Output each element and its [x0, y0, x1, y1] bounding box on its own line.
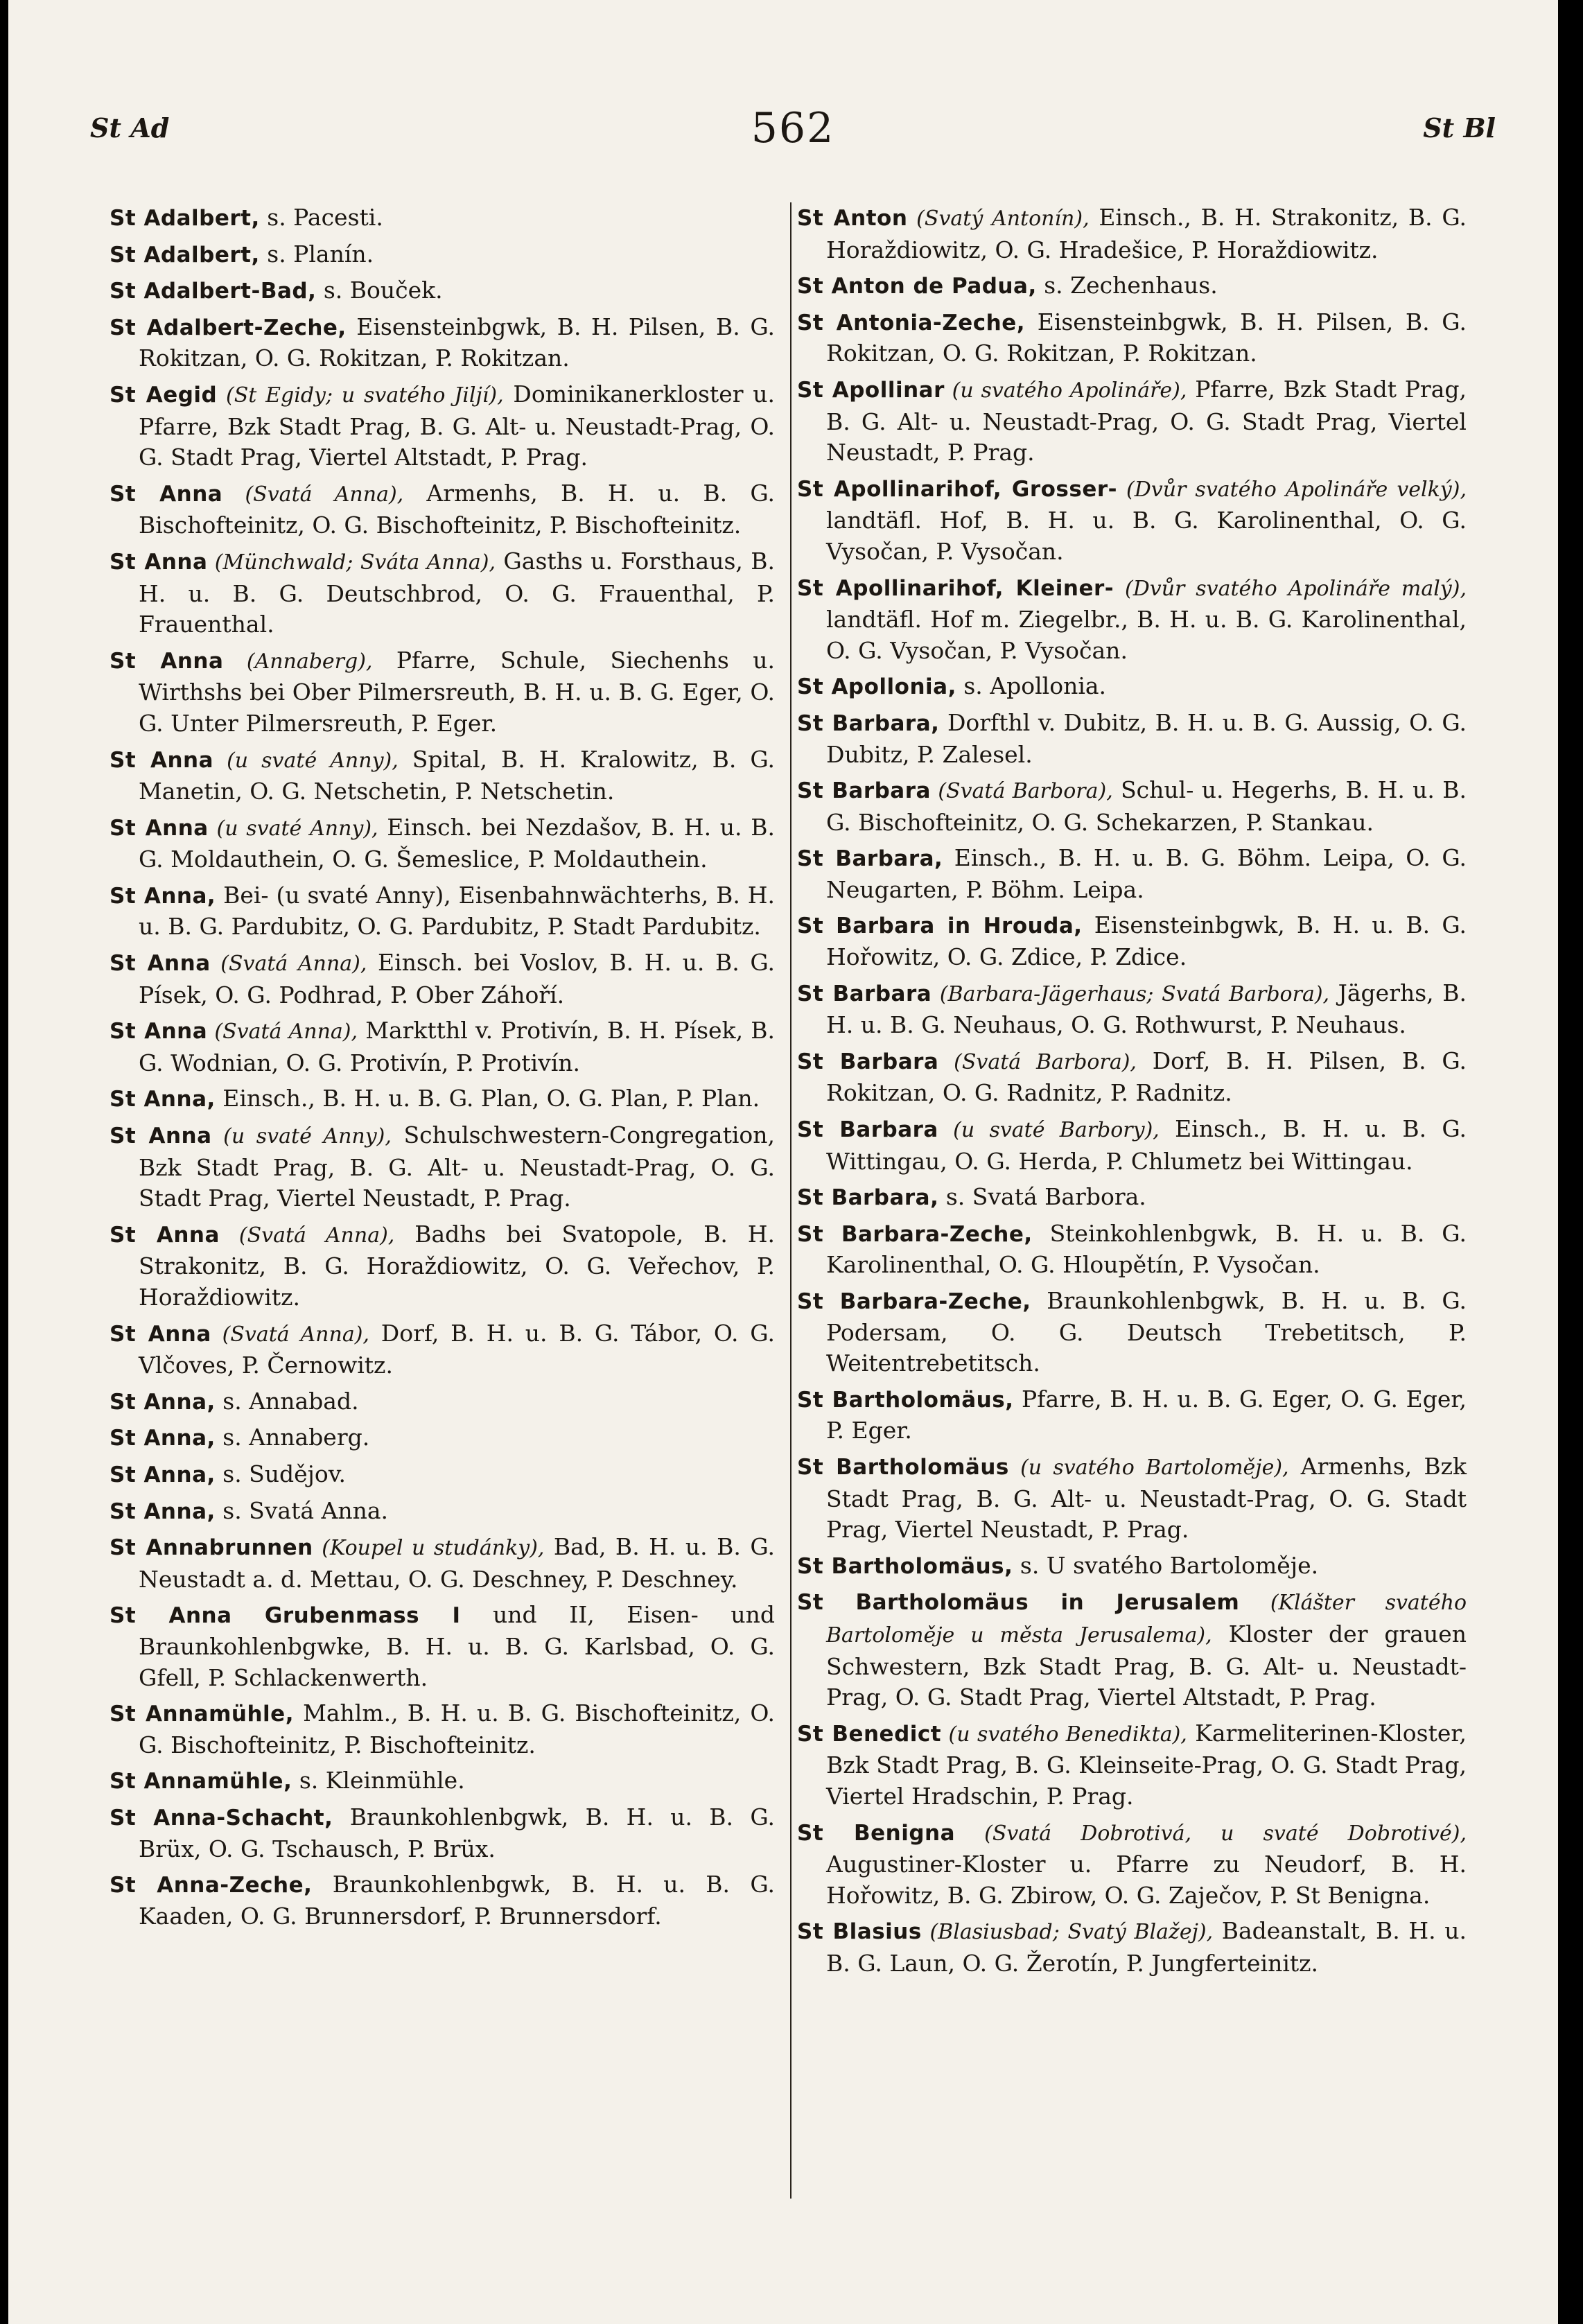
- entry-headword: St Anna,: [110, 1499, 216, 1524]
- entry-text: Pfarre, B. H. u. B. G. Eger, O. G. Eger, P. Eger.: [826, 1385, 1467, 1444]
- gazetteer-entry: [110, 1015, 775, 1078]
- entry-text: s. Annaberg.: [215, 1424, 370, 1451]
- entry-headword: St Antonia-Zeche,: [797, 310, 1026, 335]
- gazetteer-entry: [110, 312, 775, 374]
- gazetteer-entry: [797, 1182, 1467, 1214]
- entry-headword: St Anna,: [110, 1389, 216, 1415]
- entry-alternate-name: (Svatá Barbora),: [930, 779, 1113, 804]
- entry-text: s. Pacesti.: [259, 204, 383, 231]
- entry-text: Dorfthl v. Dubitz, B. H. u. B. G. Aussig, O. G. Dubitz, P. Zalesel.: [826, 708, 1467, 768]
- gazetteer-entry: [797, 708, 1467, 770]
- gazetteer-entry: [110, 239, 775, 271]
- gazetteer-entry: [797, 1817, 1467, 1912]
- entry-text: Gasths u. Forsthaus, B. H. u. B. G. Deutschbrod, O. G. Frauenthal, P. Frauenthal.: [139, 547, 775, 638]
- entry-text: Augustiner-Kloster u. Pfarre zu Neudorf, B. H. Hořowitz, B. G. Zbirow, O. G. Zaječov, P. St Benigna.: [826, 1851, 1467, 1909]
- entry-text: Pfarre, Schule, Siechenhs u. Wirthshs bei Ober Pilmersreuth, B. H. u. B. G. Eger, O. G. Unter Pilmersreuth, P. Eger.: [139, 646, 775, 737]
- gazetteer-entry: [797, 1046, 1467, 1109]
- entry-text: Schul- u. Hegerhs, B. H. u. B. G. Bischofteinitz, O. G. Schekarzen, P. Stankau.: [826, 776, 1467, 836]
- entry-text: Braunkohlenbgwk, B. H. u. B. G. Podersam, O. G. Deutsch Trebetitsch, P. Weitentrebetitsch.: [826, 1287, 1467, 1377]
- entry-text: Bei- (u svaté Anny), Eisenbahnwächterhs, B. H. u. B. G. Pardubitz, O. G. Pardubitz, P. Stadt Pardubitz.: [139, 881, 775, 941]
- gazetteer-entry: [797, 270, 1467, 302]
- gazetteer-entry: [110, 947, 775, 1011]
- entry-headword: St Anton: [797, 206, 908, 231]
- entry-headword: St Anna-Zeche,: [110, 1873, 313, 1898]
- gazetteer-entry: [110, 1802, 775, 1864]
- entry-headword: St Anna: [110, 747, 214, 773]
- gazetteer-entry: [110, 1386, 775, 1418]
- entry-alternate-name: (Svatá Anna),: [207, 1020, 358, 1045]
- entry-headword: St Barbara,: [797, 710, 940, 736]
- gazetteer-entry: [110, 1422, 775, 1454]
- entry-alternate-name: (Svatá Anna),: [211, 1322, 369, 1347]
- entry-text: landtäfl. Hof, B. H. u. B. G. Karolinenthal, O. G. Vysočan, P. Vysočan.: [826, 507, 1467, 565]
- entry-headword: St Barbara: [797, 981, 932, 1006]
- entry-alternate-name: (Münchwald; Sváta Anna),: [207, 550, 496, 575]
- entry-headword: St Anna-Schacht,: [110, 1805, 333, 1831]
- entry-alternate-name: (Koupel u studánky),: [313, 1536, 545, 1561]
- right-column: [797, 202, 1467, 1984]
- entry-headword: St Barbara,: [797, 1185, 939, 1211]
- entry-headword: St Apollinar: [797, 377, 945, 403]
- gazetteer-entry: [797, 307, 1467, 369]
- entry-headword: St Anna: [110, 648, 224, 674]
- entry-text: landtäfl. Hof m. Ziegelbr., B. H. u. B. G. Karolinenthal, O. G. Vysočan, P. Vysočan.: [826, 606, 1467, 664]
- entry-alternate-name: (u svatého Apolináře),: [944, 378, 1187, 403]
- gazetteer-entry: [797, 573, 1467, 667]
- entry-text: Braunkohlenbgwk, B. H. u. B. G. Kaaden, O. G. Brunnersdorf, P. Brunnersdorf.: [139, 1871, 776, 1930]
- page-header: [90, 104, 1496, 166]
- entry-headword: St Anna: [110, 1124, 212, 1149]
- entry-alternate-name: (Svatá Anna),: [219, 1223, 395, 1248]
- entry-alternate-name: (Svatá Barbora),: [938, 1049, 1137, 1074]
- entry-text: s. Svatá Anna.: [215, 1496, 389, 1524]
- entry-text: Schulschwestern-Congregation, Bzk Stadt Prag, B. G. Alt- u. Neustadt-Prag, O. G. Stadt Prag, Viertel Neustadt, P. Prag.: [139, 1121, 775, 1212]
- running-head-left: St Ad: [90, 112, 170, 143]
- entry-alternate-name: (u svaté Anny),: [208, 816, 378, 841]
- entry-text: Jägerhs, B. H. u. B. G. Neuhaus, O. G. Rothwurst, P. Neuhaus.: [826, 979, 1467, 1039]
- gazetteer-entry: [797, 1587, 1467, 1713]
- entry-headword: St Bartholomäus,: [797, 1553, 1013, 1579]
- left-column: [110, 202, 775, 1937]
- gazetteer-entry: [797, 473, 1467, 568]
- gazetteer-entry: [110, 645, 775, 740]
- gazetteer-entry: [797, 202, 1467, 265]
- entry-headword: St Anna: [110, 1019, 208, 1045]
- gazetteer-entry: [797, 1916, 1467, 1979]
- gazetteer-entry: [110, 1219, 775, 1313]
- entry-headword: St Anna: [110, 1222, 220, 1248]
- entry-headword: St Adalbert,: [110, 206, 260, 231]
- entry-text: Einsch., B. H. Strakonitz, B. G. Horaždiowitz, O. G. Hradešice, P. Horaždiowitz.: [826, 204, 1467, 263]
- entry-headword: St Bartholomäus: [797, 1454, 1009, 1480]
- entry-text: Pfarre, Bzk Stadt Prag, B. G. Alt- u. Neustadt-Prag, O. G. Stadt Prag, Viertel Neustadt, P. Prag.: [826, 375, 1467, 466]
- entry-text: Eisensteinbgwk, B. H. u. B. G. Hořowitz, O. G. Zdice, P. Zdice.: [826, 911, 1467, 971]
- gazetteer-entry: [797, 910, 1467, 972]
- page-number: 562: [751, 104, 835, 152]
- entry-headword: St Bartholomäus,: [797, 1387, 1014, 1413]
- gazetteer-entry: [797, 775, 1467, 838]
- entry-text: s. Sudějov.: [215, 1460, 347, 1487]
- gazetteer-entry: [110, 1765, 775, 1797]
- entry-text: Badhs bei Svatopole, B. H. Strakonitz, B. G. Horaždiowitz, O. G. Veřechov, P. Horaždiowitz.: [139, 1220, 775, 1311]
- entry-text: Einsch. bei Nezdašov, B. H. u. B. G. Moldauthein, O. G. Šemeslice, P. Moldauthein.: [139, 813, 775, 873]
- entry-headword: St Barbara: [797, 778, 931, 804]
- gazetteer-entry: [797, 1550, 1467, 1582]
- entry-headword: St Apollinarihof, Grosser-: [797, 476, 1118, 502]
- entry-alternate-name: (Dvůr svatého Apolináře malý),: [1114, 576, 1467, 601]
- entry-text: Dorf, B. H. Pilsen, B. G. Rokitzan, O. G. Radnitz, P. Radnitz.: [826, 1047, 1467, 1107]
- entry-text: Kloster der grauen Schwestern, Bzk Stadt Prag, B. G. Alt- u. Neustadt-Prag, O. G. Stadt Prag, Viertel Altstadt, P. Prag.: [826, 1620, 1467, 1711]
- entry-headword: St Annabrunnen: [110, 1535, 313, 1561]
- entry-text: Mahlm., B. H. u. B. G. Bischofteinitz, O. G. Bischofteinitz, P. Bischofteinitz.: [139, 1700, 775, 1758]
- entry-headword: St Anna,: [110, 1426, 216, 1451]
- entry-text: Einsch., B. H. u. B. G. Wittingau, O. G. Herda, P. Chlumetz bei Wittingau.: [826, 1115, 1467, 1175]
- entry-alternate-name: (Annaberg),: [223, 649, 373, 674]
- entry-alternate-name: (Svatá Dobrotivá, u svaté Dobrotivé),: [955, 1821, 1467, 1846]
- entry-alternate-name: (Svatý Antonín),: [907, 207, 1090, 231]
- entry-text: Armenhs, B. H. u. B. G. Bischofteinitz, O. G. Bischofteinitz, P. Bischofteinitz.: [139, 479, 775, 539]
- entry-headword: St Aegid: [110, 382, 218, 408]
- entry-text: s. Bouček.: [316, 277, 443, 304]
- gazetteer-entry: [110, 202, 775, 234]
- gazetteer-entry: [797, 1286, 1467, 1379]
- entry-headword: St Anna Grubenmass I: [110, 1603, 461, 1629]
- gazetteer-entry: [110, 1496, 775, 1528]
- gazetteer-entry: [797, 1451, 1467, 1546]
- entry-headword: St Barbara: [797, 1117, 938, 1143]
- entry-alternate-name: (Barbara-Jägerhaus; Svatá Barbora),: [932, 981, 1330, 1006]
- entry-headword: St Anna,: [110, 1087, 216, 1112]
- entry-headword: St Bartholomäus in Jerusalem: [797, 1590, 1240, 1616]
- entry-text: s. Svatá Barbora.: [938, 1183, 1146, 1211]
- entry-headword: St Apollinarihof, Kleiner-: [797, 575, 1114, 601]
- gazetteer-entry: [797, 1114, 1467, 1177]
- entry-alternate-name: (Klášter svatého Bartoloměje u města Jerusalema),: [826, 1591, 1467, 1648]
- entry-headword: St Annamühle,: [110, 1769, 292, 1794]
- running-head-right: St Bl: [1423, 112, 1496, 143]
- entry-alternate-name: (St Egidy; u svatého Jiljí),: [217, 383, 504, 408]
- entry-alternate-name: (u svaté Barbory),: [938, 1118, 1160, 1143]
- gazetteer-entry: [797, 843, 1467, 905]
- gazetteer-entry: [797, 1384, 1467, 1447]
- entry-text: Dominikanerkloster u. Pfarre, Bzk Stadt Prag, B. G. Alt- u. Neustadt-Prag, O. G. Stadt Prag, Viertel Altstadt, P. Prag.: [139, 380, 775, 471]
- entry-text: Braunkohlenbgwk, B. H. u. B. G. Brüx, O. G. Tschausch, P. Brüx.: [139, 1803, 776, 1862]
- entry-text: Eisensteinbgwk, B. H. Pilsen, B. G. Rokitzan, O. G. Rokitzan, P. Rokitzan.: [139, 313, 775, 372]
- document-page: [8, 0, 1558, 2324]
- entry-text: Bad, B. H. u. B. G. Neustadt a. d. Mettau, O. G. Deschney, P. Deschney.: [139, 1533, 775, 1593]
- gazetteer-entry: [110, 275, 775, 307]
- entry-text: Einsch., B. H. u. B. G. Plan, O. G. Plan, P. Plan.: [215, 1085, 760, 1112]
- column-divider: [790, 202, 792, 2199]
- gazetteer-entry: [797, 1218, 1467, 1281]
- entry-headword: St Anna: [110, 1321, 211, 1347]
- entry-headword: St Anna,: [110, 1462, 216, 1487]
- entry-headword: St Barbara in Hrouda,: [797, 914, 1083, 939]
- entry-headword: St Benedict: [797, 1721, 942, 1747]
- entry-headword: St Anna: [110, 481, 223, 507]
- entry-text: Einsch., B. H. u. B. G. Böhm. Leipa, O. G. Neugarten, P. Böhm. Leipa.: [826, 844, 1467, 903]
- entry-alternate-name: (u svaté Anny),: [211, 1124, 392, 1149]
- gazetteer-entry: [110, 880, 775, 943]
- gazetteer-entry: [797, 1718, 1467, 1812]
- entry-alternate-name: (u svatého Bartoloměje),: [1008, 1455, 1289, 1480]
- entry-headword: St Anna: [110, 951, 211, 977]
- entry-text: Armenhs, Bzk Stadt Prag, B. G. Alt- u. Neustadt-Prag, O. G. Stadt Prag, Viertel Neustadt, P. Prag.: [826, 1452, 1467, 1544]
- entry-headword: St Barbara-Zeche,: [797, 1289, 1031, 1314]
- entry-headword: St Annamühle,: [110, 1702, 294, 1727]
- entry-text: Einsch. bei Voslov, B. H. u. B. G. Písek, O. G. Podhrad, P. Ober Záhoří.: [139, 949, 776, 1008]
- entry-text: s. Kleinmühle.: [292, 1767, 465, 1794]
- entry-text: s. Annabad.: [215, 1387, 359, 1415]
- gazetteer-entry: [110, 812, 775, 875]
- gazetteer-entry: [110, 1600, 775, 1693]
- entry-headword: St Anna: [110, 815, 209, 841]
- entry-headword: St Benigna: [797, 1820, 956, 1846]
- entry-text: s. Planín.: [259, 240, 374, 268]
- gazetteer-entry: [110, 1698, 775, 1761]
- entry-text: Dorf, B. H. u. B. G. Tábor, O. G. Vlčoves, P. Černowitz.: [139, 1319, 775, 1379]
- entry-alternate-name: (Dvůr svatého Apolináře velký),: [1117, 477, 1467, 502]
- entry-headword: St Anna,: [110, 883, 216, 909]
- gazetteer-entry: [110, 379, 775, 473]
- gazetteer-entry: [110, 1532, 775, 1595]
- entry-alternate-name: (u svatého Benedikta),: [941, 1722, 1187, 1747]
- entry-text: s. Zechenhaus.: [1036, 272, 1218, 299]
- entry-headword: St Adalbert,: [110, 242, 260, 268]
- entry-text: Steinkohlenbgwk, B. H. u. B. G. Karolinenthal, O. G. Hloupětín, P. Vysočan.: [826, 1219, 1467, 1279]
- entry-alternate-name: (Svatá Anna),: [222, 482, 404, 507]
- entry-text: Marktthl v. Protivín, B. H. Písek, B. G. Wodnian, O. G. Protivín, P. Protivín.: [139, 1017, 775, 1076]
- entry-alternate-name: (u svaté Anny),: [213, 748, 399, 773]
- entry-headword: St Blasius: [797, 1919, 922, 1945]
- entry-text: s. Apollonia.: [956, 672, 1107, 700]
- entry-headword: St Barbara: [797, 1049, 939, 1074]
- entry-headword: St Barbara,: [797, 846, 943, 872]
- entry-headword: St Anton de Padua,: [797, 274, 1037, 299]
- entry-headword: St Adalbert-Bad,: [110, 279, 317, 304]
- gazetteer-entry: [110, 1083, 775, 1115]
- gazetteer-entry: [797, 978, 1467, 1041]
- entry-text: und II, Eisen- und Braunkohlenbgwke, B. H. u. B. G. Karlsbad, O. G. Gfell, P. Schlackenwerth.: [139, 1601, 775, 1691]
- entry-headword: St Apollonia,: [797, 674, 956, 700]
- entry-alternate-name: (Blasiusbad; Svatý Blažej),: [921, 1920, 1214, 1945]
- gazetteer-entry: [110, 1459, 775, 1491]
- gazetteer-entry: [797, 671, 1467, 703]
- gazetteer-entry: [110, 478, 775, 541]
- gazetteer-entry: [110, 1318, 775, 1381]
- entry-alternate-name: (Svatá Anna),: [210, 952, 367, 977]
- entry-text: Eisensteinbgwk, B. H. Pilsen, B. G. Rokitzan, O. G. Rokitzan, P. Rokitzan.: [826, 308, 1467, 367]
- gazetteer-entry: [110, 1869, 775, 1932]
- entry-text: s. U svatého Bartoloměje.: [1013, 1551, 1319, 1579]
- gazetteer-entry: [110, 546, 775, 640]
- entry-text: Spital, B. H. Kralowitz, B. G. Manetin, O. G. Netschetin, P. Netschetin.: [139, 745, 775, 805]
- gazetteer-entry: [110, 1120, 775, 1214]
- entry-headword: St Anna: [110, 549, 208, 575]
- entry-headword: St Adalbert-Zeche,: [110, 315, 347, 340]
- entry-text: Karmeliterinen-Kloster, Bzk Stadt Prag, B. G. Kleinseite-Prag, O. G. Stadt Prag, Viertel Hradschin, P. Prag.: [826, 1719, 1467, 1810]
- entry-text: Badeanstalt, B. H. u. B. G. Laun, O. G. Žerotín, P. Jungferteinitz.: [826, 1917, 1467, 1977]
- entry-headword: St Barbara-Zeche,: [797, 1221, 1033, 1247]
- gazetteer-entry: [797, 374, 1467, 469]
- gazetteer-entry: [110, 744, 775, 807]
